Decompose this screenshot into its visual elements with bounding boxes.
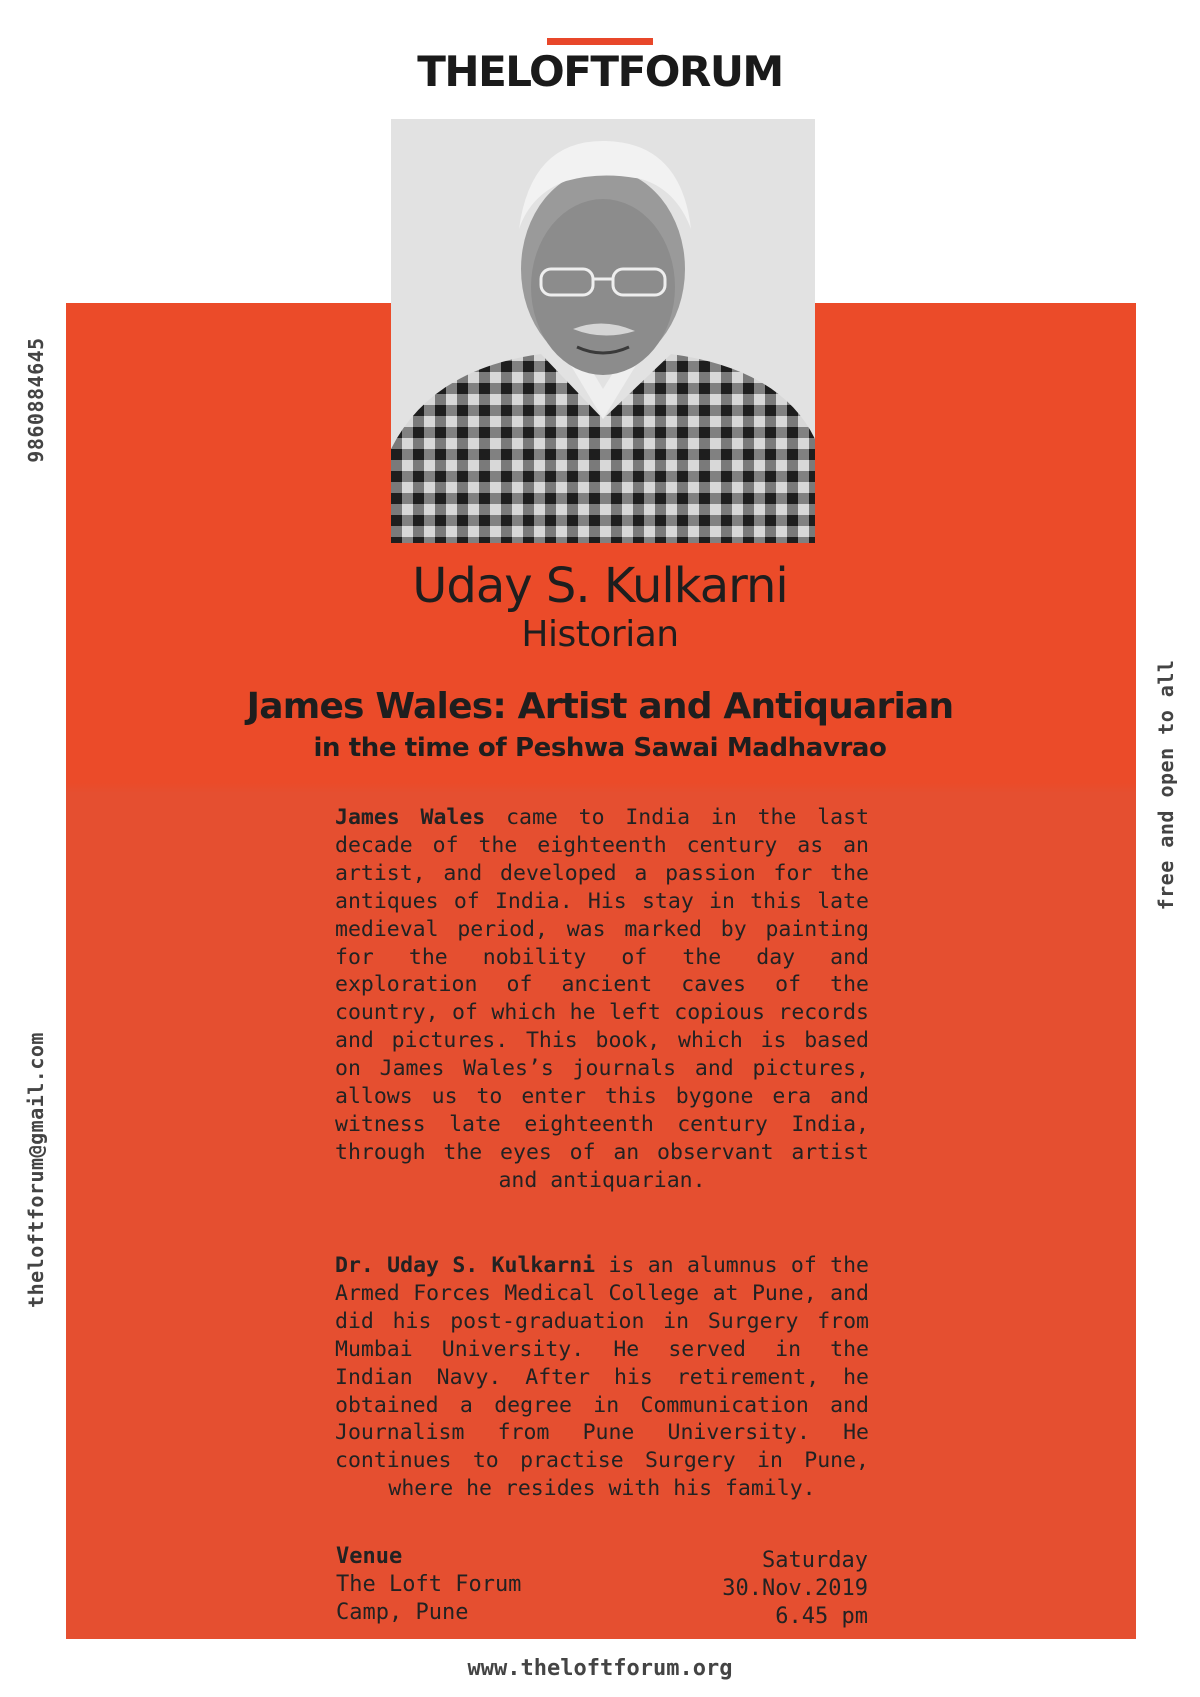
contact-phone[interactable]: 9860884645 — [24, 337, 48, 463]
venue-label: Venue — [336, 1544, 403, 1569]
speaker-photo — [391, 119, 815, 543]
schedule-block — [722, 1547, 868, 1631]
venue-block — [336, 1543, 521, 1627]
talk-title: James Wales: Artist and Antiquarian — [246, 686, 954, 727]
book-description — [335, 804, 869, 1195]
contact-email[interactable]: theloftforum@gmail.com — [24, 1032, 48, 1308]
event-day: Saturday — [762, 1548, 868, 1573]
logo-accent-bar — [547, 38, 653, 45]
speaker-bio-lead: Dr. Uday S. Kulkarni — [335, 1253, 596, 1278]
speaker-heading — [0, 560, 1200, 654]
event-date: 30.Nov.2019 — [722, 1576, 868, 1601]
website-link[interactable]: www.theloftforum.org — [467, 1656, 733, 1681]
talk-subtitle: in the time of Peshwa Sawai Madhavrao — [313, 733, 887, 763]
speaker-name: Uday S. Kulkarni — [412, 558, 788, 614]
venue-location: Camp, Pune — [336, 1600, 469, 1625]
speaker-bio — [335, 1252, 869, 1503]
venue-name: The Loft Forum — [336, 1572, 522, 1597]
speaker-bio-text: is an alumnus of the Armed Forces Medical College at Pune, and did his post-graduation in Surgery from Mumbai University. He served in the Indian Navy. After his retirement, he obtained a degree in Communication and Journalism from Pune University. He continues to practise Surgery in Pune, where he resides with his family. — [335, 1253, 870, 1502]
logo — [0, 38, 1200, 96]
logo-text: THELOFTFORUM — [417, 47, 783, 96]
admission-note: free and open to all — [1154, 659, 1178, 911]
book-description-lead: James Wales — [335, 805, 486, 830]
book-description-text: came to India in the last decade of the eighteenth century as an artist, and developed a passion for the antiques of India. His stay in this late medieval period, was marked by painting for the nobility of the day and exploration of ancient caves of the country, of which he left copious records and pictures. This book, which is based on James Wales’s journals and pictures, allows us to enter this bygone era and witness late eighteenth century India, through the eyes of an observant artist and antiquarian. — [335, 805, 870, 1193]
event-time: 6.45 pm — [775, 1604, 868, 1629]
speaker-role: Historian — [521, 613, 679, 655]
portrait-illustration — [391, 119, 815, 543]
